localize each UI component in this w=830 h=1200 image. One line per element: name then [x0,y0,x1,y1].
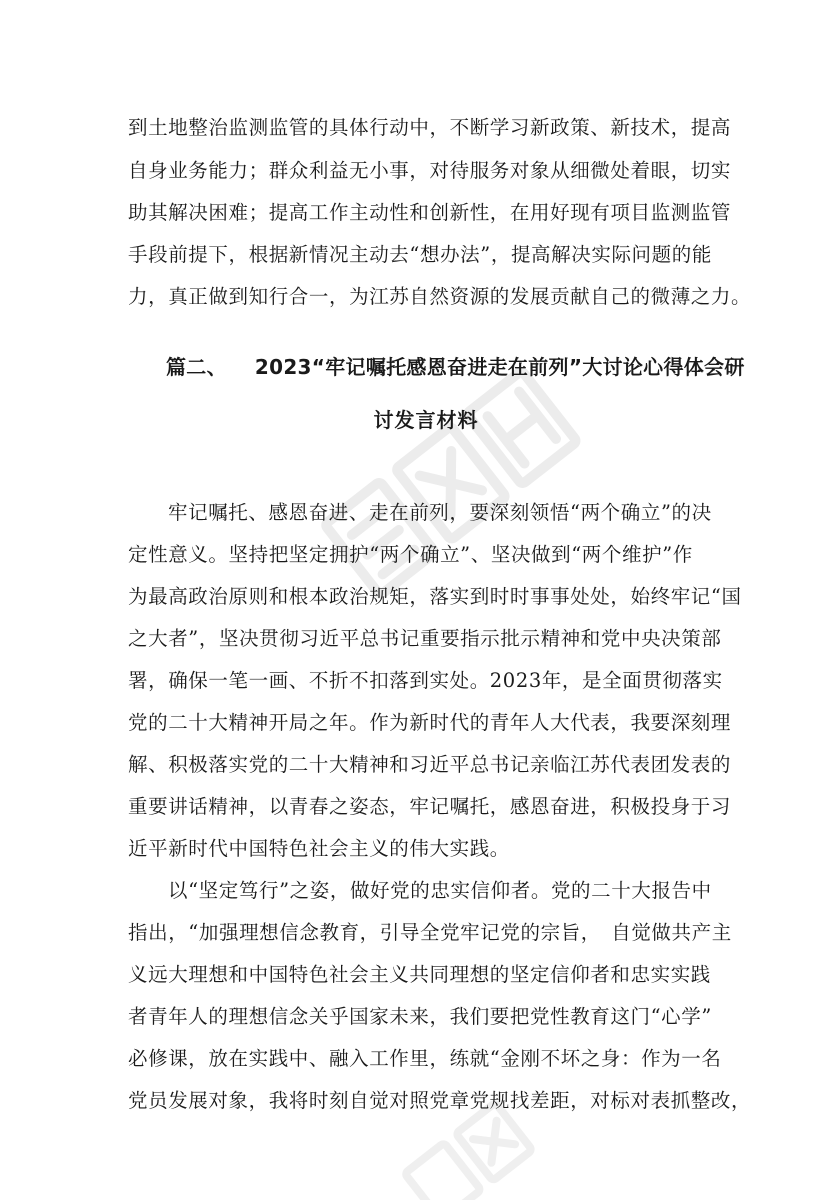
text-line: 定性意义。坚持把坚定拥护“两个确立”、坚决做到“两个维护”作 [128,543,693,566]
text-line: 到土地整治监测监管的具体行动中，不断学习新政策、新技术，提高 [128,116,732,139]
text-line: 牢记嘱托、感恩奋进、走在前列，要深刻领悟“两个确立”的决 [168,501,712,524]
section-label: 篇二、 [166,355,227,379]
section-title-line1: 2023“牢记嘱托感恩奋进走在前列”大讨论心得体会研 [254,355,745,379]
text-line: 指出，“加强理想信念教育，引导全党牢记党的宗旨， 自觉做共产主 [128,921,732,944]
text-line: 必修课，放在实践中、融入工作里，练就“金刚不坏之身：作为一名 [128,1047,722,1070]
text-line: 重要讲话精神，以青春之姿态，牢记嘱托，感恩奋进，积极投身于习 [128,795,732,818]
text-line: 以“坚定笃行”之姿，做好党的忠实信仰者。党的二十大报告中 [168,879,712,902]
text-line: 解、积极落实党的二十大精神和习近平总书记亲临江苏代表团发表的 [128,753,732,776]
text-line: 手段前提下，根据新情况主动去“想办法”，提高解决实际问题的能 [128,243,712,266]
text-line: 助其解决困难；提高工作主动性和创新性，在用好现有项目监测监管 [128,201,732,224]
text-line: 党的二十大精神开局之年。作为新时代的青年人大代表，我要深刻理 [128,711,732,734]
text-line: 者青年人的理想信念关乎国家未来，我们要把党性教育这门“心学” [128,1005,712,1028]
text-line: 义远大理想和中国特色社会主义共同理想的坚定信仰者和忠实实践 [128,963,711,986]
section-title-line2: 讨发言材料 [373,408,479,432]
text-line: 署，确保一笔一画、不折不扣落到实处。2023年，是全面贯彻落实 [128,669,723,692]
text-line: 自身业务能力；群众利益无小事，对待服务对象从细微处着眼，切实 [128,159,732,182]
text-line: 为最高政治原则和根本政治规矩，落实到时时事事处处，始终牢记“国 [128,585,742,608]
text-line: 力，真正做到知行合一，为江苏自然资源的发展贡献自己的微薄之力。 [128,285,752,308]
text-line: 党员发展对象，我将时刻自觉对照党章党规找差距，对标对表抓整改， [128,1089,752,1112]
text-line: 近平新时代中国特色社会主义的伟大实践。 [128,837,510,860]
text-line: 之大者”，坚决贯彻习近平总书记重要指示批示精神和党中央决策部 [128,627,722,650]
